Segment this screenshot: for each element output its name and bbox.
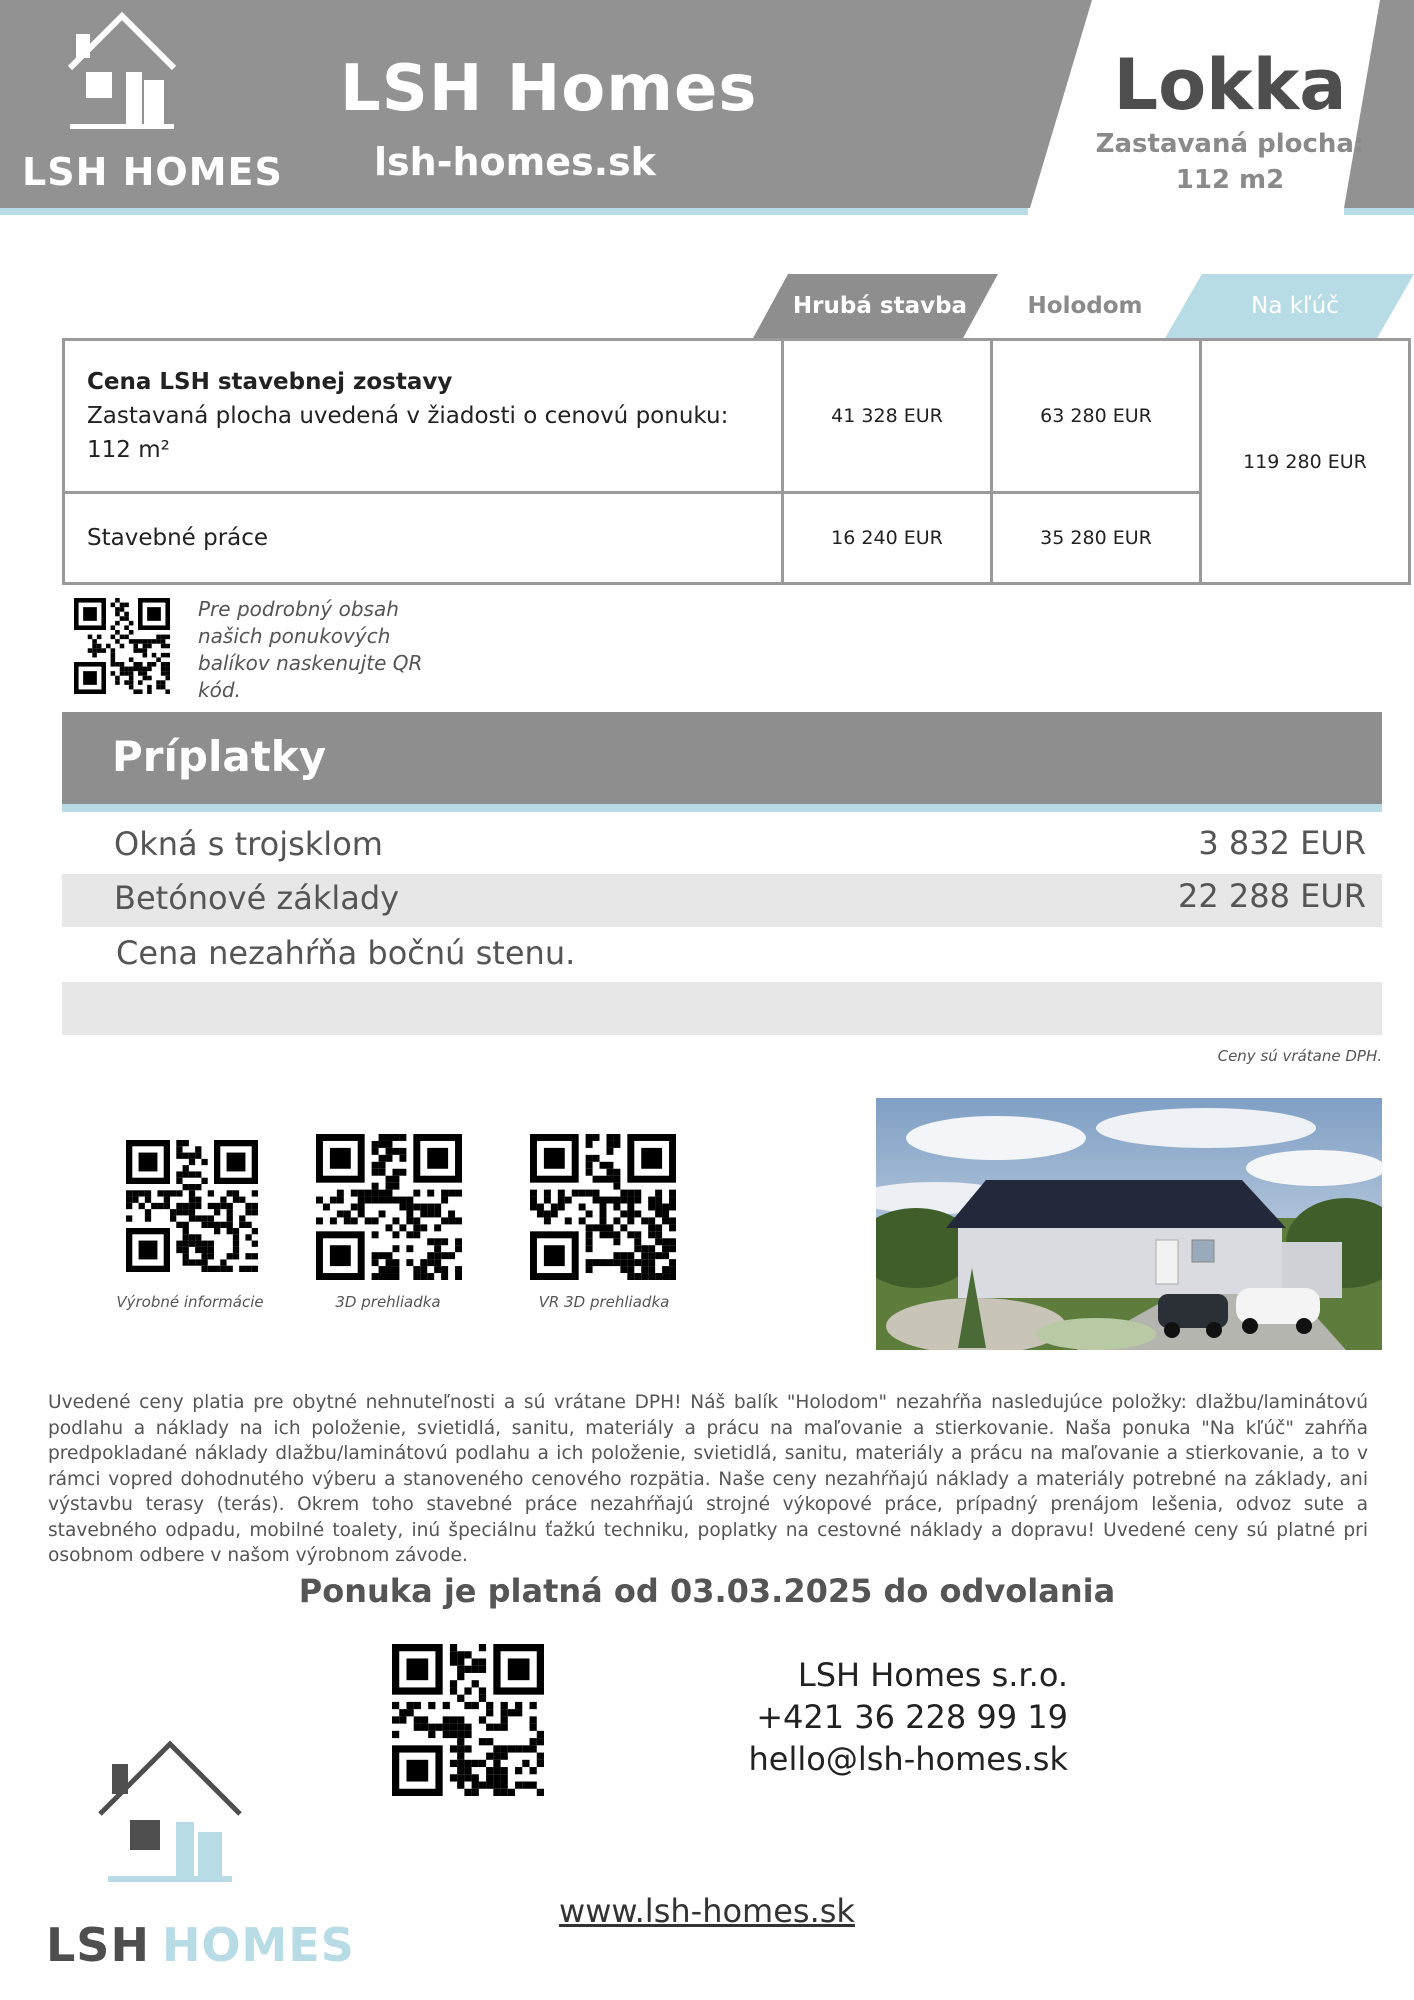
footer-logo-part1: LSH bbox=[46, 1918, 150, 1972]
footer-logo-part2: HOMES bbox=[161, 1918, 355, 1972]
qr-code-icon[interactable] bbox=[392, 1644, 544, 1796]
naklic-total: 119 280 EUR bbox=[1201, 340, 1410, 584]
surcharges-title: Príplatky bbox=[112, 732, 327, 781]
qr-note: Pre podrobný obsah našich ponukových balíkov naskenujte QR kód. bbox=[198, 597, 423, 702]
price-table bbox=[62, 338, 1411, 585]
qr-code-icon[interactable] bbox=[74, 598, 170, 694]
brand-title: LSH Homes bbox=[340, 52, 758, 126]
list-item bbox=[62, 982, 1382, 1035]
validity-text: Ponuka je platná od 03.03.2025 do odvolania bbox=[298, 1572, 1116, 1610]
model-name: Lokka bbox=[1113, 44, 1347, 126]
row2-hruba: 16 240 EUR bbox=[783, 493, 992, 584]
qr-caption-1: 3D prehliadka bbox=[335, 1293, 441, 1311]
qr-caption-0: Výrobné informácie bbox=[116, 1293, 264, 1311]
brand-url[interactable]: lsh-homes.sk bbox=[374, 140, 656, 184]
contact-email[interactable]: hello@lsh-homes.sk bbox=[748, 1740, 1068, 1778]
surcharge-label-0: Okná s trojsklom bbox=[114, 825, 383, 863]
surcharge-value-1: 22 288 EUR bbox=[1177, 877, 1366, 915]
col-head-hruba: Hrubá stavba bbox=[792, 293, 968, 319]
contact-company: LSH Homes s.r.o. bbox=[797, 1656, 1068, 1694]
house-logo-icon bbox=[62, 12, 182, 130]
surcharge-label-1: Betónové základy bbox=[114, 879, 400, 917]
website-link[interactable]: www.lsh-homes.sk bbox=[559, 1892, 855, 1930]
footer-house-logo-icon bbox=[96, 1738, 244, 1886]
model-area bbox=[1090, 126, 1370, 198]
col-head-naklic: Na kľúč bbox=[1251, 293, 1339, 319]
contact-phone[interactable]: +421 36 228 99 19 bbox=[756, 1698, 1068, 1736]
row1-desc bbox=[64, 340, 783, 493]
area-label: Zastavaná plocha: bbox=[1095, 129, 1365, 159]
qr-code-icon[interactable] bbox=[530, 1134, 676, 1280]
row1-holodom: 63 280 EUR bbox=[992, 340, 1201, 493]
qr-code-icon[interactable] bbox=[126, 1140, 258, 1272]
house-render-image bbox=[876, 1098, 1382, 1350]
row2-holodom: 35 280 EUR bbox=[992, 493, 1201, 584]
logo-text: LSH HOMES bbox=[22, 150, 283, 194]
row1-area: 112 m² bbox=[87, 437, 170, 463]
vat-note: Ceny sú vrátane DPH. bbox=[1217, 1047, 1382, 1065]
surcharges-divider bbox=[62, 804, 1382, 812]
area-value: 112 m2 bbox=[1175, 165, 1285, 195]
qr-code-icon[interactable] bbox=[316, 1134, 462, 1280]
row1-hruba: 41 328 EUR bbox=[783, 340, 992, 493]
row1-text: Zastavaná plocha uvedená v žiadosti o cenovú ponuku: bbox=[87, 403, 729, 429]
col-head-holodom: Holodom bbox=[1027, 293, 1143, 319]
row2-title: Stavebné práce bbox=[64, 493, 783, 584]
qr-caption-2: VR 3D prehliadka bbox=[538, 1293, 670, 1311]
table-row bbox=[64, 340, 1410, 493]
surcharge-value-0: 3 832 EUR bbox=[1198, 824, 1366, 862]
disclaimer-text: Uvedené ceny platia pre obytné nehnuteľnosti a sú vrátane DPH! Náš balík "Holodom" nezahŕňa nasledujúce položky: dlažbu/laminátovú podlahu a náklady na ich položenie, svietidlá, sanitu, materiály a prácu na maľovanie a stierkovanie. Naša ponuka "Na kľúč" zahŕňa predpokladané náklady dlažbu/laminátovú podlahu a ich položenie, svietidlá, sanitu, materiály a prácu na maľovanie a stierkovanie, a to v rámci vopred dohodnutého výberu a stanoveného cenového rozpätia. Naše ceny nezahŕňajú náklady a materiály potrebné na základy, ani výstavbu terasy (terás). Okrem toho stavebné práce nezahŕňajú strojné výkopové práce, prípadný prenájom lešenia, odvoz sute a stavebného odpadu, mobilné toalety, inú špeciálnu ťažkú techniku, poplatky na cestovné náklady a dopravu! Uvedené ceny sú platné pri osobnom odbere v našom výrobnom závode. bbox=[48, 1392, 1368, 1566]
surcharge-label-2: Cena nezahŕňa bočnú stenu. bbox=[116, 934, 576, 972]
row1-title: Cena LSH stavebnej zostavy bbox=[87, 369, 453, 395]
